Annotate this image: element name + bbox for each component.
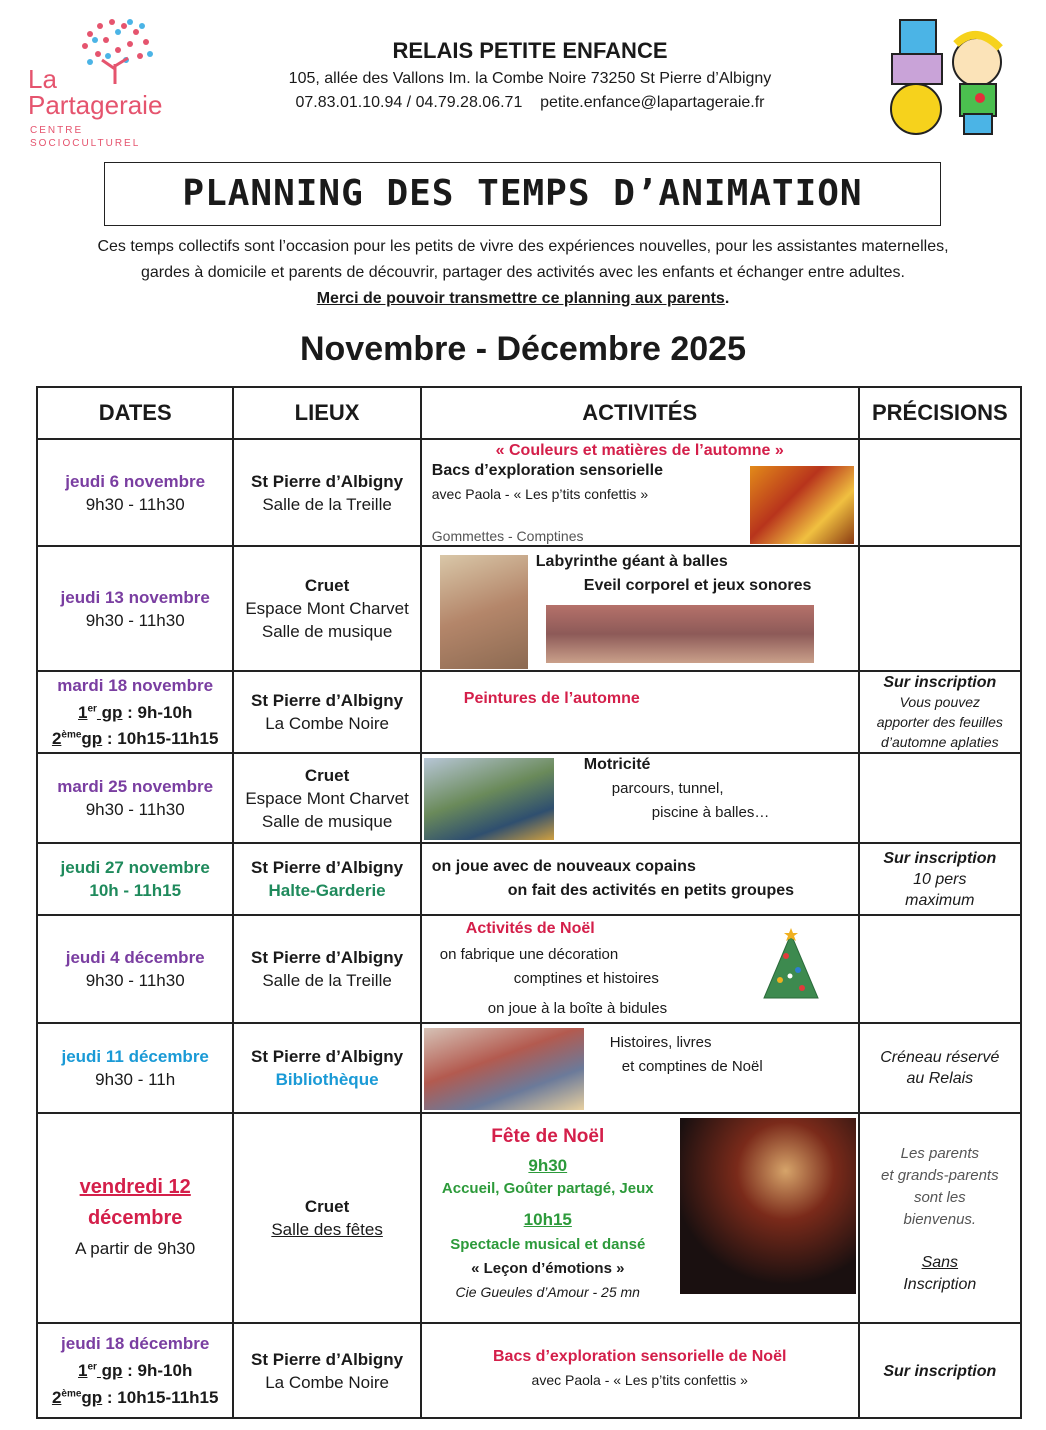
activity-line: avec Paola - « Les p’tits confettis » — [531, 1372, 748, 1388]
activity-line: Accueil, Goûter partagé, Jeux — [441, 1180, 654, 1197]
precision-cell — [859, 546, 1021, 671]
lieu-cell: St Pierre d’Albigny Salle de la Treille — [233, 439, 420, 546]
planning-title-box — [104, 162, 941, 226]
lieu-cell: Cruet Salle des fêtes — [233, 1113, 420, 1323]
activity-title: Fête de Noël — [491, 1126, 605, 1147]
activity-cell — [421, 671, 859, 753]
activity-title: « Couleurs et matières de l’automne » — [495, 442, 784, 459]
month-heading: Novembre - Décembre 2025 — [299, 330, 746, 368]
activity-line: parcours, tunnel, — [611, 780, 724, 797]
date-cell: jeudi 6 novembre 9h30 - 11h30 — [37, 439, 233, 546]
column-header-activites: ACTIVITÉS — [421, 387, 859, 439]
activity-line: avec Paola - « Les p’tits confettis » — [431, 486, 649, 502]
precision-cell: Sur inscription Vous pouvez apporter des feuilles d’automne aplaties — [859, 671, 1021, 753]
activity-cell — [421, 843, 859, 915]
date-cell: vendredi 12 décembre A partir de 9h30 — [37, 1113, 233, 1323]
show-photo — [680, 1118, 856, 1294]
activity-line: Eveil corporel et jeux sonores — [583, 577, 812, 594]
planning-table — [36, 386, 1022, 1419]
autumn-leaves-photo — [750, 466, 854, 544]
table-row — [37, 753, 1021, 843]
date-cell: mardi 25 novembre 9h30 - 11h30 — [37, 753, 233, 843]
lieu-cell: St Pierre d’Albigny La Combe Noire — [233, 1323, 420, 1418]
table-row — [37, 843, 1021, 915]
relais-title: RELAIS PETITE ENFANCE — [392, 38, 668, 63]
library-photo — [424, 1028, 584, 1110]
activity-line: comptines et histoires — [513, 970, 659, 987]
activity-line: Cie Gueules d’Amour - 25 mn — [455, 1284, 640, 1300]
activity-title: Activités de Noël — [465, 920, 595, 937]
activity-time: 9h30 — [528, 1156, 568, 1175]
activity-cell — [421, 1323, 859, 1418]
activity-cell — [421, 915, 859, 1023]
activity-line: Gommettes - Comptines — [431, 528, 584, 544]
table-header-row — [37, 387, 1021, 439]
column-header-precisions: PRÉCISIONS — [859, 387, 1021, 439]
logo-tree-icon — [60, 14, 180, 84]
activity-line: et comptines de Noël — [621, 1058, 763, 1075]
logo-text-la: La — [28, 64, 57, 94]
activity-time: 10h15 — [523, 1210, 572, 1229]
christmas-tree-icon — [756, 926, 826, 1006]
column-header-dates: DATES — [37, 387, 233, 439]
activity-line: Histoires, livres — [609, 1034, 712, 1051]
children-illustration-icon — [872, 14, 1022, 144]
date-cell: mardi 18 novembre 1er gp : 9h-10h 2èmegp : 10h15-11h15 — [37, 671, 233, 753]
activity-cell — [421, 546, 859, 671]
activity-line: on fait des activités en petits groupes — [507, 882, 795, 899]
relais-contact — [250, 94, 810, 112]
table-row — [37, 1113, 1021, 1323]
activity-line: Labyrinthe géant à balles — [535, 553, 728, 570]
activity-cell — [421, 439, 859, 546]
relais-address: 105, allée des Vallons Im. la Combe Noire 73250 St Pierre d’Albigny — [288, 70, 772, 87]
activity-title: Motricité — [583, 756, 651, 773]
intro-line-1: Ces temps collectifs sont l’occasion pour les petits de vivre des expériences nouvelles, pour les assistantes maternelles, — [97, 238, 949, 255]
precision-cell — [859, 753, 1021, 843]
activity-cell — [421, 1023, 859, 1113]
relais-email[interactable]: petite.enfance@lapartageraie.fr — [540, 94, 765, 111]
precision-cell — [859, 439, 1021, 546]
precision-cell: Créneau réservé au Relais — [859, 1023, 1021, 1113]
date-cell: jeudi 11 décembre 9h30 - 11h — [37, 1023, 233, 1113]
activity-line: on joue à la boîte à bidules — [487, 1000, 668, 1017]
table-row — [37, 439, 1021, 546]
planning-title: PLANNING DES TEMPS D’ANIMATION — [182, 173, 863, 214]
lieu-cell: St Pierre d’Albigny Bibliothèque — [233, 1023, 420, 1113]
table-row — [37, 1323, 1021, 1418]
intro-line-3: Merci de pouvoir transmettre ce planning aux parents. — [316, 290, 730, 307]
activity-line: piscine à balles… — [651, 804, 770, 821]
activity-cell — [421, 753, 859, 843]
motricity-photo — [424, 758, 554, 840]
lieu-cell: St Pierre d’Albigny Salle de la Treille — [233, 915, 420, 1023]
date-cell: jeudi 4 décembre 9h30 - 11h30 — [37, 915, 233, 1023]
intro-line-2: gardes à domicile et parents de découvrir, partager des activités avec les enfants et échanger entre adultes. — [141, 264, 905, 281]
activity-line: « Leçon d’émotions » — [471, 1260, 625, 1277]
column-header-lieux: LIEUX — [233, 387, 420, 439]
activity-cell — [421, 1113, 859, 1323]
date-cell: jeudi 27 novembre 10h - 11h15 — [37, 843, 233, 915]
date-cell: jeudi 13 novembre 9h30 - 11h30 — [37, 546, 233, 671]
activity-line: on joue avec de nouveaux copains — [431, 858, 696, 875]
music-photo — [546, 605, 814, 663]
intro-text — [40, 234, 1006, 312]
precision-cell: Sur inscription 10 pers maximum — [859, 843, 1021, 915]
activity-title: Peintures de l’automne — [463, 690, 640, 707]
precision-cell: Les parents et grands-parents sont les bienvenus. Sans Inscription — [859, 1113, 1021, 1323]
lieu-cell: Cruet Espace Mont Charvet Salle de musique — [233, 546, 420, 671]
lieu-cell: Cruet Espace Mont Charvet Salle de musique — [233, 753, 420, 843]
table-row — [37, 546, 1021, 671]
activity-line: Bacs d’exploration sensorielle — [431, 462, 663, 479]
activity-line: Spectacle musical et dansé — [450, 1236, 646, 1253]
table-row — [37, 915, 1021, 1023]
table-row — [37, 1023, 1021, 1113]
labyrinth-photo — [440, 555, 528, 669]
logo-text-partageraie: Partageraie — [28, 90, 163, 120]
table-row — [37, 671, 1021, 753]
date-cell: jeudi 18 décembre 1er gp : 9h-10h 2èmegp : 10h15-11h15 — [37, 1323, 233, 1418]
logo-subtitle: CENTRE SOCIOCULTUREL — [30, 125, 141, 149]
activity-title: Bacs d’exploration sensorielle de Noël — [492, 1348, 787, 1365]
precision-cell — [859, 915, 1021, 1023]
precision-cell: Sur inscription — [859, 1323, 1021, 1418]
lieu-cell: St Pierre d’Albigny Halte-Garderie — [233, 843, 420, 915]
lieu-cell: St Pierre d’Albigny La Combe Noire — [233, 671, 420, 753]
activity-line: on fabrique une décoration — [439, 946, 619, 963]
relais-phones: 07.83.01.10.94 / 04.79.28.06.71 — [295, 94, 523, 111]
